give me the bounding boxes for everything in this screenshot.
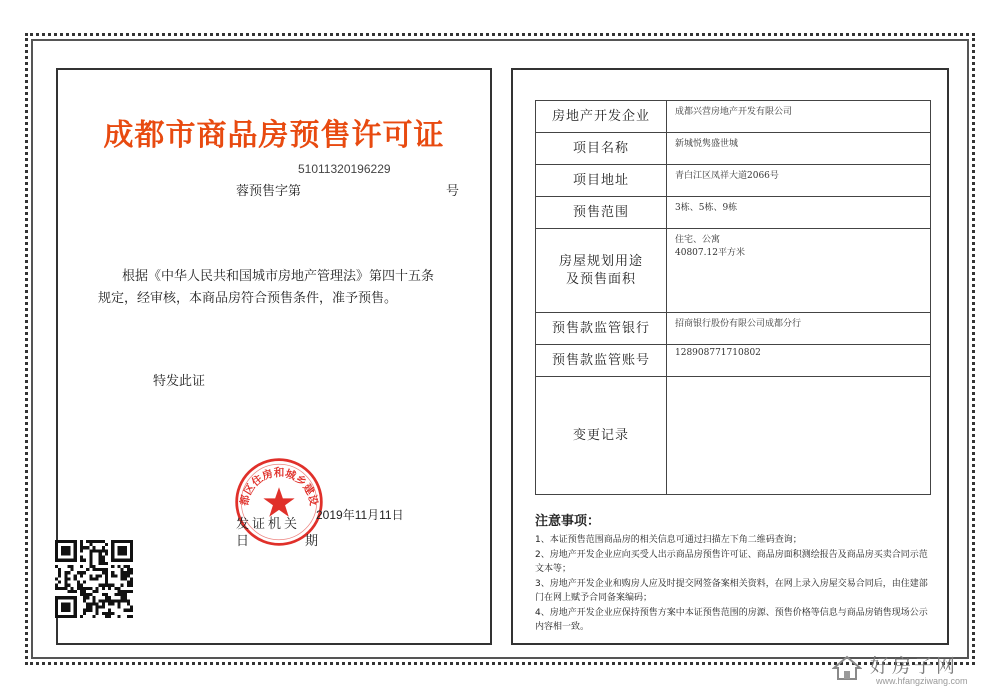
- row-value: 128908771710802: [667, 345, 931, 377]
- table-row: [536, 165, 931, 197]
- body-line-1: 根据《中华人民共和国城市房地产管理法》第四十五条: [122, 269, 435, 284]
- date-label-period: 期: [305, 534, 319, 549]
- row-label: 项目地址: [536, 165, 667, 197]
- row-value: 住宅、公寓 40807.12平方米: [667, 229, 931, 313]
- list-item: 3、房地产开发企业和购房人应及时提交网签备案相关资料，在网上录入房屋交易合同后，由住建部门在网上赋予合同备案编码；: [535, 579, 928, 603]
- body-line-2: 规定，经审核，本商品房符合预售条件，准予预售。: [98, 291, 398, 306]
- table-row: [536, 197, 931, 229]
- row-label: 预售范围: [536, 197, 667, 229]
- house-logo-icon: [832, 655, 862, 681]
- table-row: [536, 377, 931, 495]
- table-row: [536, 229, 931, 313]
- permit-prefix: 蓉预售字第: [236, 184, 302, 199]
- list-item: 2、房地产开发企业应向买受人出示商品房预售许可证、商品房面积测绘报告及商品房买卖合同示范文本等；: [535, 550, 928, 574]
- row-label: 房地产开发企业: [536, 101, 667, 133]
- special-issue-text: 特发此证: [153, 374, 206, 389]
- date-label-day: 日: [236, 534, 250, 549]
- notes-section: [535, 510, 935, 635]
- qr-code-icon[interactable]: [55, 540, 133, 618]
- row-value: 成都兴营房地产开发有限公司: [667, 101, 931, 133]
- issuing-authority-label: 发证机关: [236, 517, 301, 532]
- seal-text: 新都区住房和城乡建设局: [227, 447, 320, 507]
- row-label: 变更记录: [536, 377, 667, 495]
- issue-date: 2019年11月11日: [316, 508, 404, 522]
- row-value: 新城悦隽盛世城: [667, 133, 931, 165]
- row-value: 招商银行股份有限公司成都分行: [667, 313, 931, 345]
- table-row: [536, 101, 931, 133]
- row-value: 青白江区凤祥大道2066号: [667, 165, 931, 197]
- certificate-body: [98, 266, 468, 310]
- row-label: 预售款监管银行: [536, 313, 667, 345]
- table-row: [536, 345, 931, 377]
- watermark-url: www.hfangziwang.com: [876, 676, 968, 686]
- list-item: 1、本证预售范围商品房的相关信息可通过扫描左下角二维码查询；: [535, 535, 802, 545]
- info-table: [535, 100, 931, 495]
- site-watermark: [832, 649, 992, 691]
- permit-suffix: 号: [446, 184, 460, 199]
- row-value: 3栋、5栋、9栋: [667, 197, 931, 229]
- permit-number: 51011320196229: [298, 162, 391, 176]
- notes-list: [535, 533, 935, 634]
- row-label: 预售款监管账号: [536, 345, 667, 377]
- list-item: 4、房地产开发企业应保持预售方案中本证预售范围的房源、预售价格等信息与商品房销售现场公示内容相一致。: [535, 608, 928, 632]
- certificate-right-panel: [511, 68, 949, 645]
- row-label: 房屋规划用途 及预售面积: [536, 229, 667, 313]
- table-row: [536, 313, 931, 345]
- table-row: [536, 133, 931, 165]
- notes-title: 注意事项：: [535, 514, 601, 529]
- watermark-text: 好房子网: [870, 655, 959, 677]
- row-value: [667, 377, 931, 495]
- certificate-title: 成都市商品房预售许可证: [103, 118, 445, 153]
- row-label: 项目名称: [536, 133, 667, 165]
